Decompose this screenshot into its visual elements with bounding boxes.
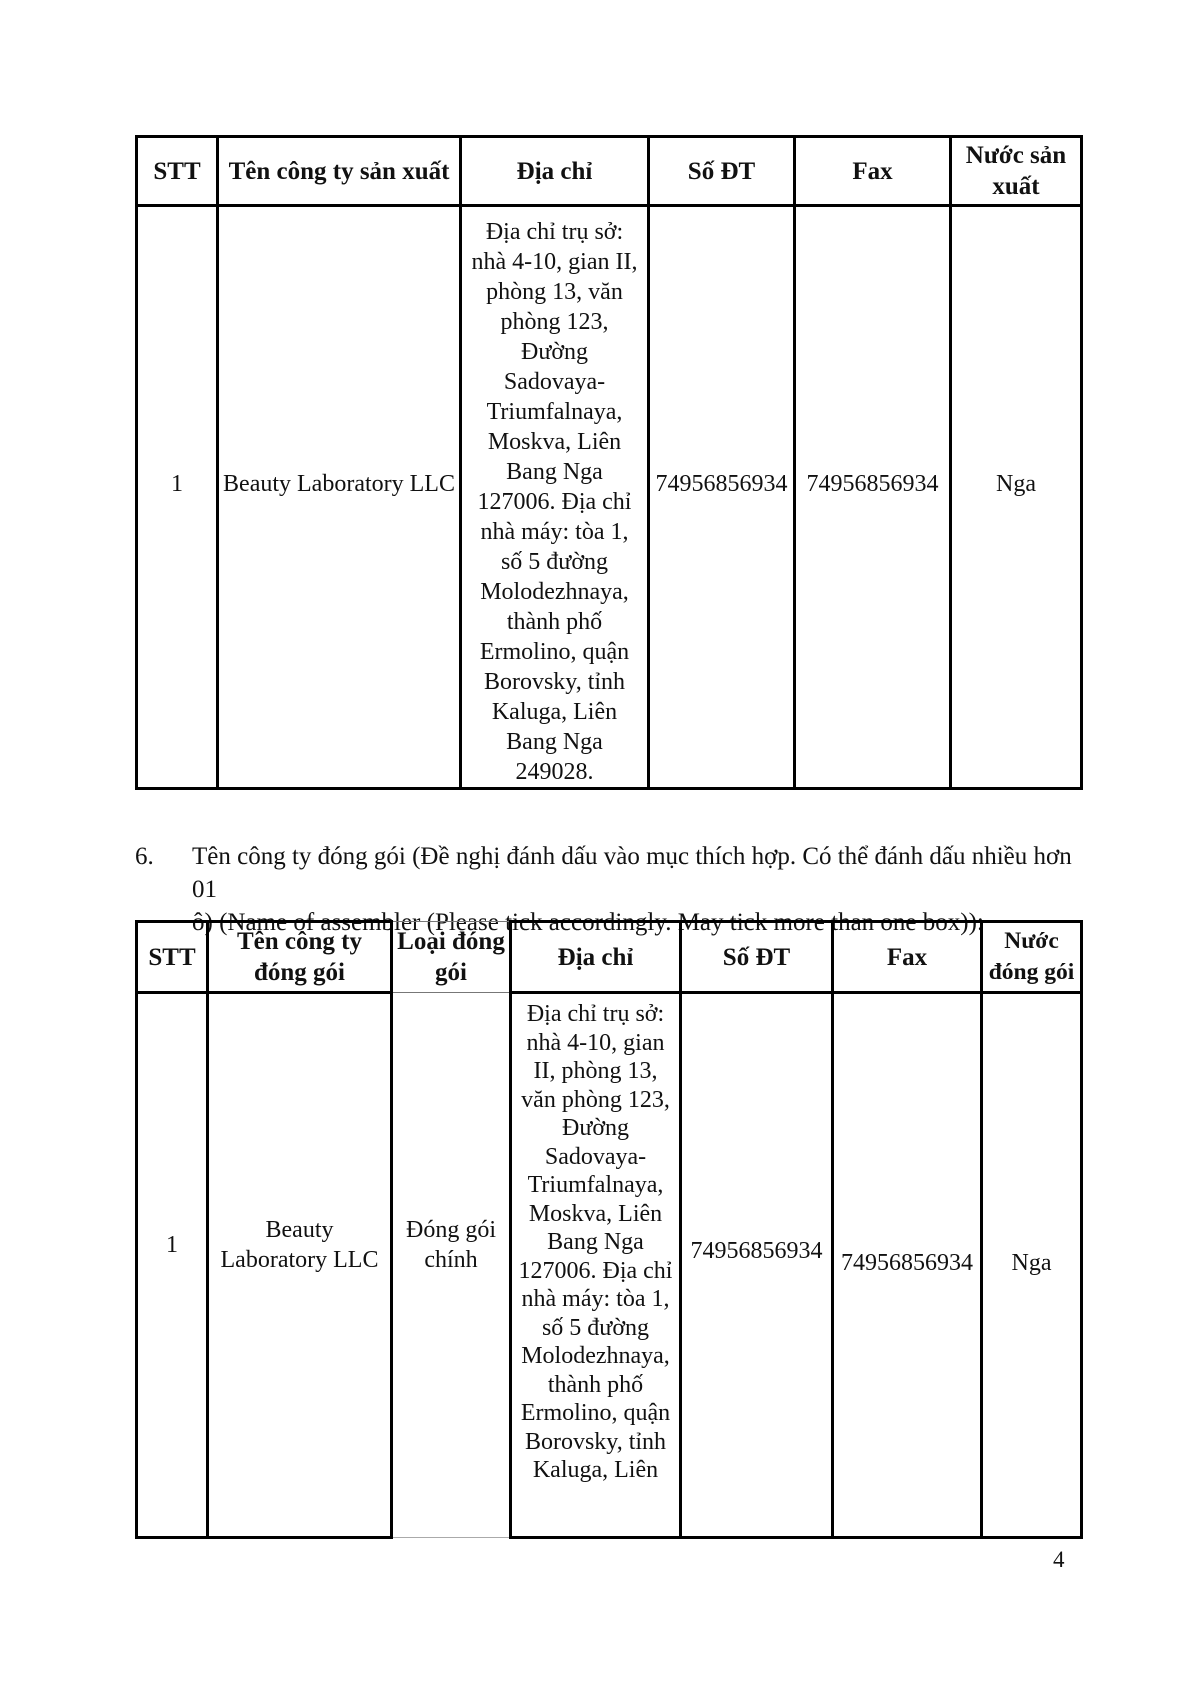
fax-cell: [833, 993, 982, 1538]
column-header-fax: Fax: [833, 922, 982, 993]
manufacturer-row: [137, 206, 1082, 789]
stt-cell: [137, 993, 208, 1538]
address-value: Địa chỉ trụ sở: nhà 4-10, gian II, phòng 13, văn phòng 123, Đường Sadovaya-Triumfalnaya, Moskva, Liên Bang Nga 127006. Địa chỉ nhà máy: tòa 1, số 5 đường Molodezhnaya, thành phố Ermolino, quận Borovsky, tỉnh Kaluga, Liên Bang Nga 249028.: [471, 219, 638, 785]
address-cell: [511, 993, 681, 1538]
fax-value: 74956856934: [806, 471, 939, 497]
company-value: Beauty Laboratory LLC: [223, 471, 455, 497]
manufacturer-table: [135, 135, 1083, 790]
address-cell: [461, 206, 649, 789]
page-number: 4: [1053, 1547, 1065, 1572]
column-header-fax: Fax: [795, 137, 951, 206]
stt-value: 1: [171, 471, 183, 497]
company-value: Beauty Laboratory LLC: [220, 1217, 379, 1273]
section-text-line-1: Tên công ty đóng gói (Đề nghị đánh dấu vào mục thích hợp. Có thể đánh dấu nhiều hơn 01: [192, 843, 1072, 903]
company-cell: [208, 993, 392, 1538]
packaging-type-cell: [392, 993, 511, 1538]
stt-cell: [137, 206, 218, 789]
phone-value: 74956856934: [690, 1238, 823, 1264]
phone-cell: [649, 206, 795, 789]
fax-cell: [795, 206, 951, 789]
phone-cell: [681, 993, 833, 1538]
stt-value: 1: [166, 1232, 178, 1258]
company-cell: [218, 206, 461, 789]
packaging-type-value: Đóng gói chính: [406, 1217, 496, 1273]
country-cell: [951, 206, 1082, 789]
column-header-company: Tên công ty đóng gói: [208, 922, 392, 993]
column-header-address: Địa chỉ: [461, 137, 649, 206]
column-header-country: Nước sản xuất: [951, 137, 1082, 206]
section-text-line-2: ô) (Name of assembler (Please tick accordingly. May tick more than one box)):: [192, 909, 984, 936]
assembler-header-row: [137, 922, 1082, 993]
fax-value: 74956856934: [841, 1250, 973, 1276]
country-value: Nga: [1011, 1250, 1052, 1276]
column-header-address: Địa chỉ: [511, 922, 681, 993]
assembler-table: [135, 920, 1083, 1539]
section-number: 6.: [135, 843, 154, 870]
column-header-packaging-type: Loại đóng gói: [392, 922, 511, 993]
column-header-phone: Số ĐT: [681, 922, 833, 993]
column-header-company: Tên công ty sản xuất: [218, 137, 461, 206]
column-header-stt: STT: [137, 922, 208, 993]
country-value: Nga: [996, 471, 1036, 497]
column-header-stt: STT: [137, 137, 218, 206]
phone-value: 74956856934: [655, 471, 788, 497]
country-cell: [982, 993, 1082, 1538]
column-header-phone: Số ĐT: [649, 137, 795, 206]
column-header-country: Nước đóng gói: [982, 922, 1082, 993]
assembler-row: [137, 993, 1082, 1538]
manufacturer-header-row: [137, 137, 1082, 206]
address-value: Địa chỉ trụ sở: nhà 4-10, gian II, phòng 13, văn phòng 123, Đường Sadovaya-Triumfalnaya, Moskva, Liên Bang Nga 127006. Địa chỉ nhà máy: tòa 1, số 5 đường Molodezhnaya, thành phố Ermolino, quận Borovsky, tỉnh Kaluga, Liên: [518, 1001, 673, 1483]
